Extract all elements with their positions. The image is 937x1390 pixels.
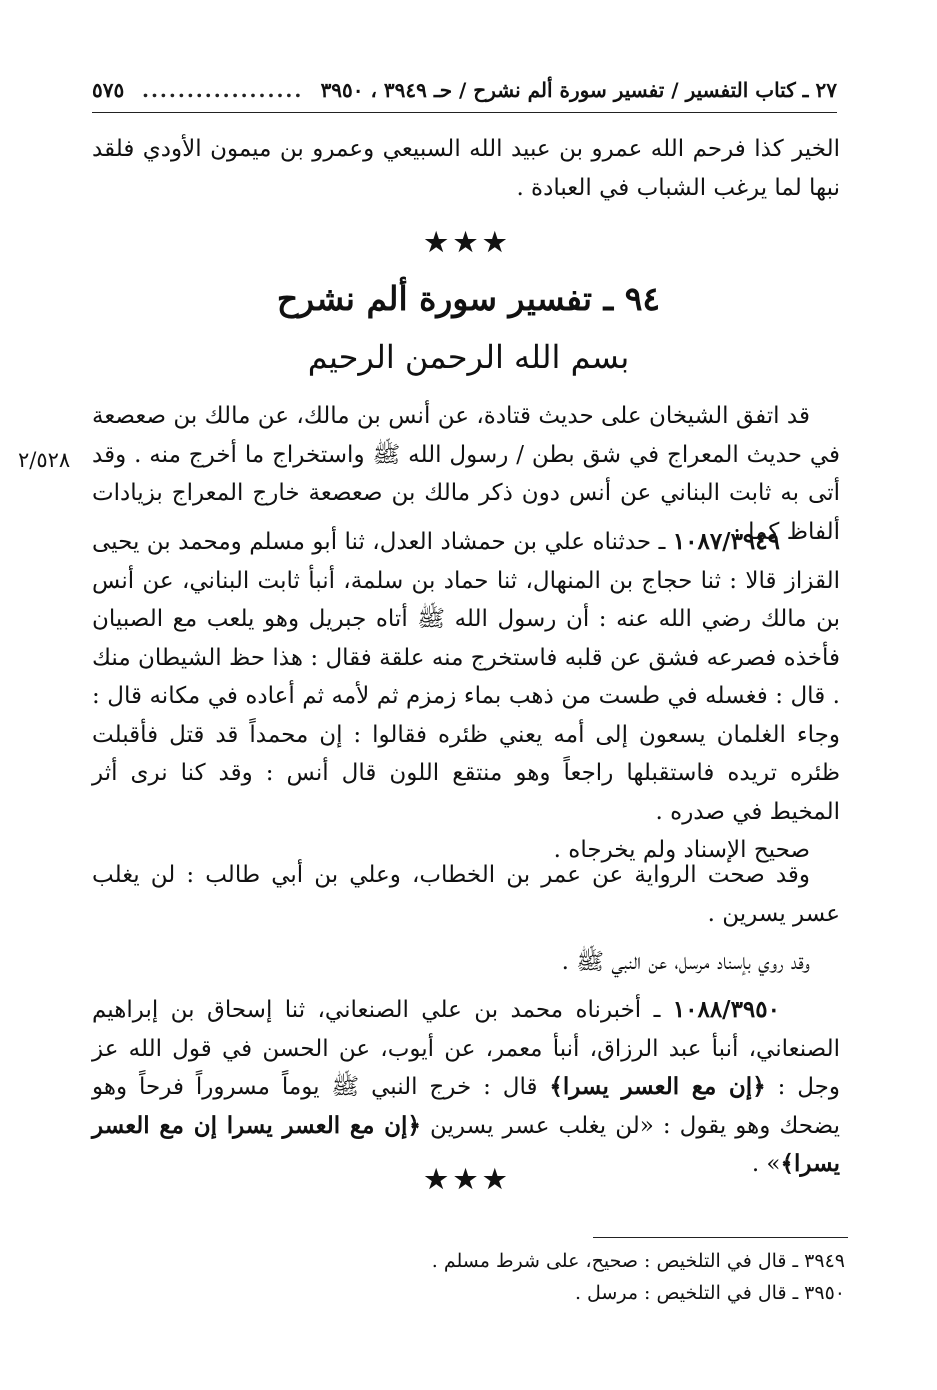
hadith-grading: صحيح الإسناد ولم يخرجاه . bbox=[553, 837, 810, 863]
hadith-number: ١٠٨٨/٣٩٥٠ bbox=[672, 996, 780, 1023]
hadith-text: قال : خرج النبي ﷺ يوماً مسروراً فرحاً وهو يضحك وهو يقول : «لن يغلب عسر يسرين bbox=[92, 1074, 840, 1139]
chapter-title: ٩٤ ـ تفسير سورة ألم نشرح bbox=[276, 279, 661, 318]
intro-paragraph bbox=[92, 130, 840, 207]
footnote-item: ٣٩٥٠ ـ قال في التلخيص : مرسل . bbox=[574, 1282, 845, 1304]
quran-verse: ﴿إن مع العسر يسرا إن مع العسر يسرا﴾ bbox=[92, 1111, 840, 1177]
hadith-text: ـ حدثناه علي بن حمشاد العدل، ثنا أبو مسلم ومحمد بن يحيى القزاز قالا : ثنا حجاج بن المنهال، ثنا حماد بن سلمة، أنبأ ثابت البناني، عن أنس بن مالك رضي الله عنه : أن رسول الله ﷺ أتاه جبريل وهو يلعب مع الصبيان فأخذه فصرعه فشق عن قلبه فاستخرج منه علقة فقال : هذا حظ الشيطان منك . قال : فغسله في طست من ذهب بماء زمزم ثم لأمه ثم أعاده في مكانه قال : وجاء الغلمان يسعون إلى أمه يعني ظئره فقالوا : إن محمداً قد قتل فأقبلت ظئره تريده فاستقبلها راجعاً وهو منتقع اللون قال أنس : وقد كنا نرى أثر المخيط في صدره . bbox=[92, 529, 840, 825]
hadith-text: » . bbox=[751, 1151, 781, 1177]
hadith-3949 bbox=[92, 523, 840, 870]
paragraph-mursal bbox=[92, 943, 840, 982]
hadith-3950 bbox=[92, 991, 840, 1184]
basmala: بسم الله الرحمن الرحيم bbox=[307, 338, 630, 376]
hadith-text: ـ أخبرناه محمد بن علي الصنعاني، ثنا إسحاق بن إبراهيم الصنعاني، أنبأ عبد الرزاق، أنبأ معمر، عن أيوب، عن الحسن في قول الله عز وجل : bbox=[92, 997, 840, 1100]
footnotes bbox=[345, 1245, 845, 1309]
intro-paragraph-text: الخير كذا فرحم الله عمرو بن عبيد الله السبيعي وعمرو بن ميمون الأودي فلقد نبها لما يرغب الشباب في العبادة . bbox=[92, 136, 840, 201]
intro-section-text: قد اتفق الشيخان على حديث قتادة، عن أنس بن مالك، عن مالك بن صعصعة في حديث المعراج في شق بطن / رسول الله ﷺ واستخراج ما أخرج منه . وقد أتى به ثابت البناني عن أنس دون ذكر مالك بن صعصعة خارج المعراج بزيادات ألفاظ كما : bbox=[92, 403, 840, 545]
paragraph-mursal-text: وقد روي بإسناد مرسل، عن النبي ﷺ . bbox=[561, 949, 810, 975]
header-dots: .................. bbox=[142, 78, 304, 102]
paragraph-umar-text: وقد صحت الرواية عن عمر بن الخطاب، وعلي بن أبي طالب : لن يغلب عسر يسرين . bbox=[92, 862, 840, 927]
header-title: ٢٧ ـ كتاب التفسير / تفسير سورة ألم نشرح / حـ ٣٩٤٩ ، ٣٩٥٠ bbox=[320, 78, 837, 102]
separator-stars-top: ★★★ bbox=[424, 228, 513, 258]
hadith-number: ١٠٨٧/٣٩٤٩ bbox=[672, 528, 780, 555]
footnote-item: ٣٩٤٩ ـ قال في التلخيص : صحيح، على شرط مسلم . bbox=[431, 1250, 845, 1272]
separator-stars-bottom: ★★★ bbox=[424, 1165, 513, 1195]
page-number: ٥٧٥ bbox=[92, 78, 125, 102]
margin-reference: ٢/٥٢٨ bbox=[18, 448, 71, 472]
footnote-divider bbox=[593, 1237, 848, 1238]
paragraph-umar bbox=[92, 856, 840, 933]
running-header bbox=[92, 72, 837, 113]
quran-verse: ﴿إن مع العسر يسرا﴾ bbox=[549, 1073, 766, 1100]
